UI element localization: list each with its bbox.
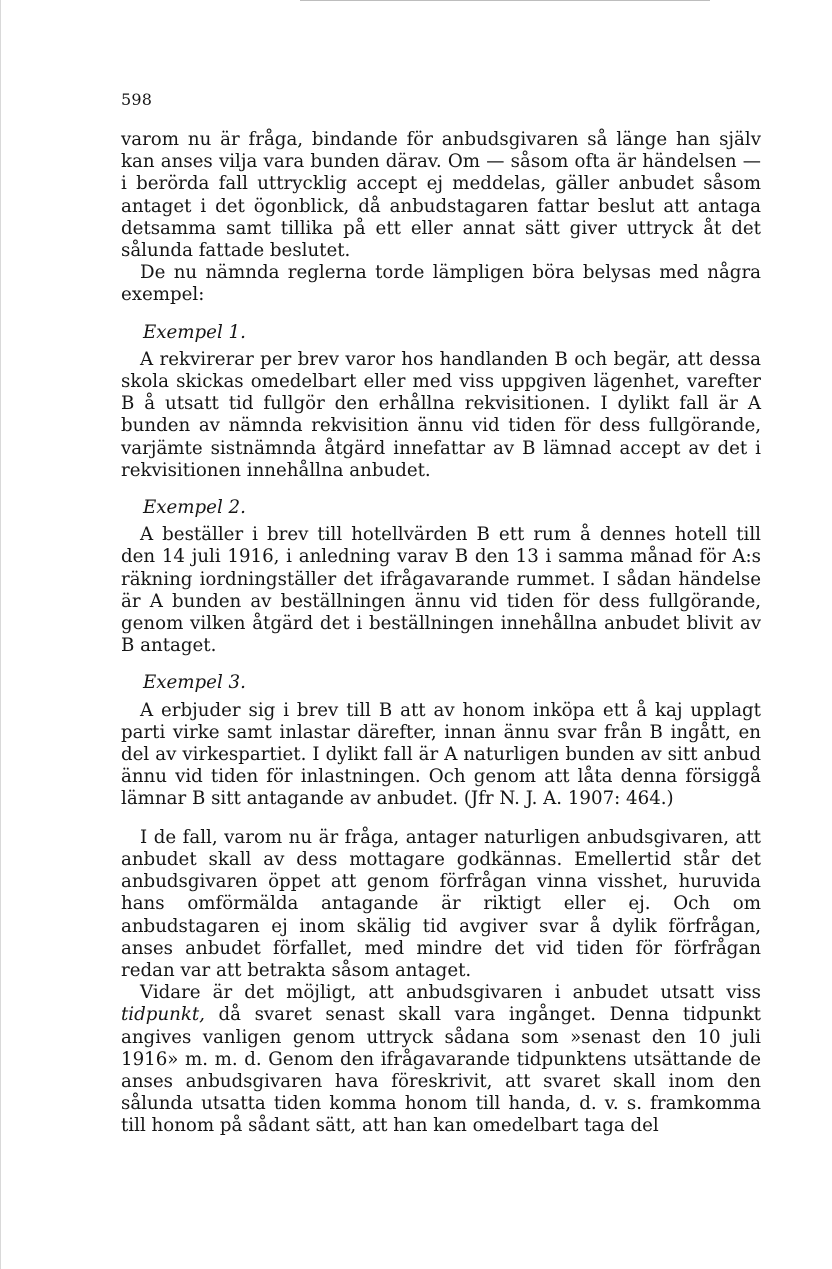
body-text bbox=[121, 129, 761, 1138]
paragraph-continuation: varom nu är fråga, bindande för anbudsgivaren så länge han själv kan anses vilja vara bunden därav. Om — såsom ofta är händelsen — i berörda fall uttrycklig accept ej meddelas, gäller anbudet såsom antaget i det ögonblick, då anbudstagaren fattar beslut att antaga detsamma samt tillika på ett eller annat sätt giver uttryck åt det sålunda fattade beslutet. bbox=[121, 129, 761, 262]
scan-top-edge bbox=[300, 0, 710, 1]
paragraph-deadline-start: Vidare är det möjligt, att anbudsgivaren i anbudet utsatt viss bbox=[140, 982, 761, 1004]
paragraph-intro-examples: De nu nämnda reglerna torde lämpligen böra belysas med några exempel: bbox=[121, 262, 761, 306]
scan-left-edge bbox=[0, 0, 1, 1269]
paragraph-deadline bbox=[121, 982, 761, 1137]
example-1-heading: Exempel 1. bbox=[143, 321, 246, 343]
example-2-heading: Exempel 2. bbox=[143, 497, 246, 519]
term-tidpunkt: tidpunkt, bbox=[121, 1004, 205, 1026]
paragraph-deadline-rest: då svaret senast skall vara ingånget. Denna tidpunkt angives vanligen genom uttryck sådana som »senast den 10 juli 1916» m. m. d. Genom den ifrågavarande tidpunktens utsättande de anses anbudsgivaren hava föreskrivit, att svaret skall inom den sålunda utsatta tiden komma honom till handa, d. v. s. framkomma till honom på sådant sätt, att han kan omedelbart taga del bbox=[121, 1004, 761, 1137]
page-number: 598 bbox=[121, 90, 153, 109]
example-3-text: A erbjuder sig i brev till B att av honom inköpa ett å kaj upplagt parti virke samt inlastar därefter, innan ännu svar från B ingått, en del av virkespartiet. I dylikt fall är A naturligen bunden av sitt anbud ännu vid tiden för inlastningen. Och genom att låta denna försiggå lämnar B sitt antagande av anbudet. (Jfr N. J. A. 1907: 464.) bbox=[121, 699, 761, 810]
example-2-text: A beställer i brev till hotellvärden B ett rum å dennes hotell till den 14 juli 1916, i anledning varav B den 13 i samma månad för A:s räkning iordningställer det ifrågavarande rummet. I sådan händelse är A bunden av beställningen ännu vid tiden för dess fullgörande, genom vilken åtgärd det i beställningen innehållna anbudet blivit av B antaget. bbox=[121, 524, 761, 657]
example-1-text: A rekvirerar per brev varor hos handlanden B och begär, att dessa skola skickas omedelbart eller med viss uppgiven lägenhet, varefter B å utsatt tid fullgör den erhållna rekvisitionen. I dylikt fall är A bunden av nämnda rekvisition ännu vid tiden för dess fullgörande, varjämte sistnämnda åtgärd innefattar av B lämnad accept av det i rekvisitionen innehållna anbudet. bbox=[121, 348, 761, 481]
example-3-heading: Exempel 3. bbox=[143, 672, 246, 694]
paragraph-inquiry: I de fall, varom nu är fråga, antager naturligen anbudsgivaren, att anbudet skall av dess mottagare godkännas. Emellertid står det anbudsgivaren öppet att genom förfrågan vinna visshet, huruvida hans omförmälda antagande är riktigt eller ej. Och om anbudstagaren ej inom skälig tid avgiver svar å dylik förfrågan, anses anbudet förfallet, med mindre det vid tiden för förfrågan redan var att betrakta såsom antaget. bbox=[121, 826, 761, 981]
